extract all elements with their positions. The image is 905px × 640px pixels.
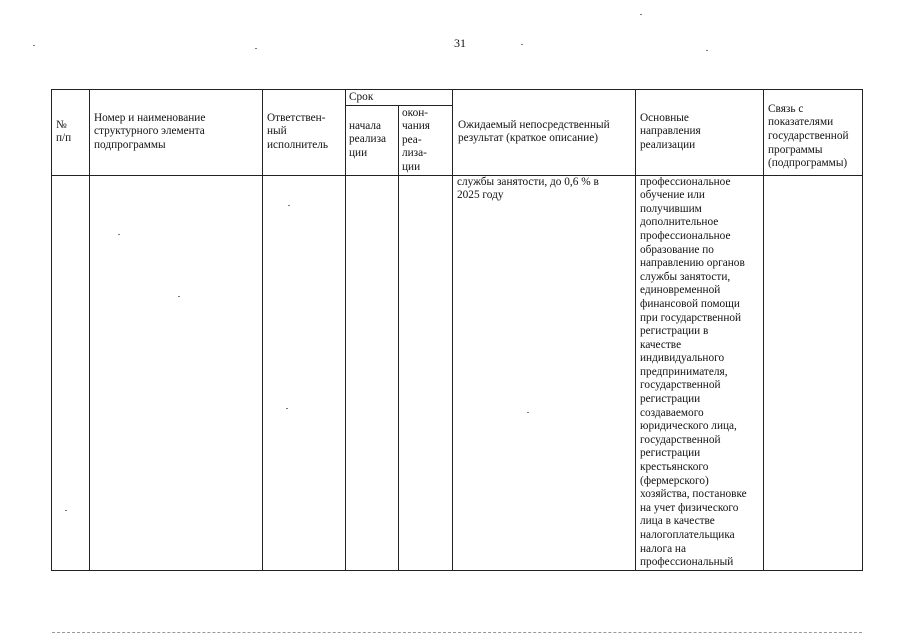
cell-structural-element — [90, 175, 263, 570]
scan-speck — [706, 50, 708, 51]
cell-main-directions: профессиональное обучение или получившим дополнительное профессиональное образование по направлению органов службы занятости, единовременной финансовой помощи при государственной регистрации в качестве индивидуального предпринимателя, государственной регистрации создаваемого юридического лица, государственной регистрации крестьянского (фермерского) хозяйства, постановке на учет физического лица в качестве налогоплательщика налога на профессиональный — [636, 175, 764, 570]
page-number: 31 — [454, 36, 466, 50]
cell-link-indicators — [764, 175, 863, 570]
scan-speck — [65, 510, 67, 511]
header-num: № п/п — [52, 90, 90, 176]
scan-speck — [640, 14, 642, 15]
scan-speck — [178, 296, 180, 297]
header-structural-element: Номер и наименование структурного элемента подпрограммы — [90, 90, 263, 176]
cell-term-start — [346, 175, 399, 570]
header-link-indicators: Связь с показателями государственной программы (подпрограммы) — [764, 90, 863, 176]
scan-speck — [521, 44, 523, 45]
scan-speck — [33, 45, 35, 46]
header-responsible: Ответствен- ный исполнитель — [263, 90, 346, 176]
header-term-end: окон- чания реа- лиза- ции — [399, 105, 453, 175]
cell-responsible — [263, 175, 346, 570]
table-row — [52, 175, 863, 570]
scan-speck — [286, 408, 288, 409]
header-main-directions: Основные направления реализации — [636, 90, 764, 176]
subprogram-table — [51, 89, 863, 571]
cell-expected-result: службы занятости, до 0,6 % в 2025 году — [453, 175, 636, 570]
scan-edge-line — [52, 632, 862, 633]
header-expected-result: Ожидаемый непосредственный результат (краткое описание) — [453, 90, 636, 176]
scan-speck — [255, 48, 257, 49]
scan-speck — [118, 234, 120, 235]
cell-term-end — [399, 175, 453, 570]
header-term: Срок — [346, 90, 453, 106]
scan-speck — [527, 412, 529, 413]
scan-speck — [288, 205, 290, 206]
cell-num — [52, 175, 90, 570]
header-term-start: начала реализа ции — [346, 105, 399, 175]
